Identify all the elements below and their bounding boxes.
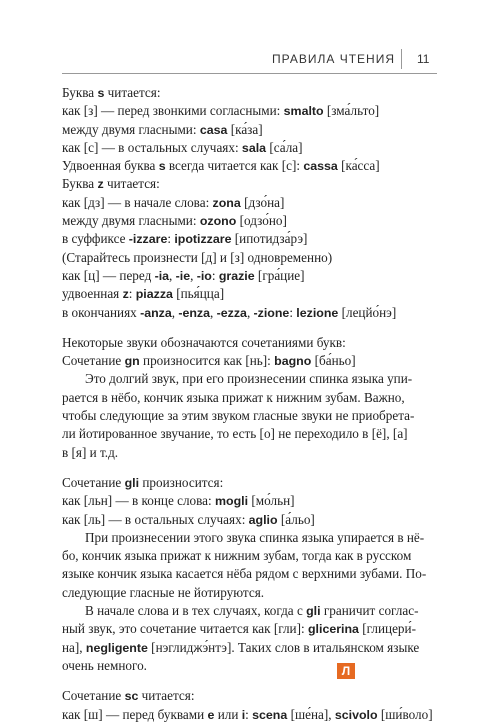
s-rule-3: как [с] — в остальных случаях: sala [са́ла] — [62, 139, 303, 155]
page-number: 11 — [417, 52, 430, 66]
gli-rule-1: как [льн] — в конце слова: mogli [мо́льн] — [62, 493, 295, 509]
s-rule-2: между двумя гласными: casa [ка́за] — [62, 121, 263, 137]
gli-para2-line-1: В начале слова и в тех случаях, когда с gli граничит соглас- — [85, 603, 419, 619]
gn-intro: Некоторые звуки обозначаются сочетаниями букв: — [62, 334, 346, 350]
gn-para-line-3: чтобы следующие за этим звуком гласные звуки не приобрета- — [62, 408, 415, 424]
z-intro: Буква z читается: — [62, 176, 160, 192]
header-separator — [401, 49, 402, 69]
s-intro: Буква s читается: — [62, 85, 161, 100]
z-rule-6: в окончаниях -anza, -enza, -ezza, -zione: lezione [лецйо́нэ] — [62, 304, 397, 320]
gli-para2-line-3: на], negligente [нэглиджэ́нтэ]. Таких слов в итальянском языке — [62, 639, 420, 655]
gn-para-line-2: рается в нёбо, кончик языка прижат к нижним зубам. Важно, — [62, 389, 405, 405]
header-rule — [62, 73, 437, 74]
gli-rule-2: как [ль] — в остальных случаях: aglio [а́льо] — [62, 511, 315, 527]
publisher-logo-icon: Л — [337, 663, 355, 679]
gli-para2-line-2: ный звук, это сочетание читается как [гли]: glicerina [глицери́- — [62, 621, 416, 637]
gli-para2-line-4: очень немного. — [62, 657, 147, 673]
sc-rule-1: как [ш] — перед буквами e или i: scena [ше́на], scivolo [ши́воло] — [62, 706, 433, 722]
sc-intro: Сочетание sc читается: — [62, 688, 195, 704]
gli-intro: Сочетание gli произносится: — [62, 474, 224, 490]
running-header — [0, 52, 477, 74]
z-rule-5: удвоенная z: piazza [пья́цца] — [62, 286, 225, 302]
s-rule-4: Удвоенная буква s всегда читается как [с]: cassa [ка́сса] — [62, 158, 380, 174]
page-body — [62, 84, 434, 724]
gli-para-line-1: При произнесении этого звука спинка языка упирается в нё- — [85, 529, 425, 545]
z-rule-3-note: (Старайтесь произнести [д] и [з] одновременно) — [62, 249, 333, 265]
z-rule-1: как [дз] — в начале слова: zona [дзо́на] — [62, 194, 285, 210]
gli-para-line-2: бо, кончик языка прижат к нижним зубам, тогда как в русском — [62, 548, 412, 564]
gn-para-line-5: в [я] и т.д. — [62, 444, 119, 460]
gli-para-line-4: следующие гласные не йотируются. — [62, 584, 265, 600]
z-rule-2: между двумя гласными: ozono [одзо́но] — [62, 213, 287, 229]
s-rule-1: как [з] — перед звонкими согласными: smalto [зма́льто] — [62, 103, 380, 119]
z-rule-3: в суффиксе -izzare: ipotizzare [ипотидза́рэ] — [62, 231, 308, 247]
gn-rule-1: Сочетание gn произносится как [нь]: bagno [ба́ньо] — [62, 353, 356, 369]
gn-para-line-1: Это долгий звук, при его произнесении спинка языка упи- — [85, 371, 413, 387]
gli-para-line-3: языке кончик языка касается нёба рядом с верхними зубами. По- — [62, 566, 427, 582]
chapter-title: ПРАВИЛА ЧТЕНИЯ — [272, 52, 395, 66]
z-rule-4: как [ц] — перед -ia, -ie, -io: grazie [гра́цие] — [62, 267, 305, 283]
gn-para-line-4: ли йотированное звучание, то есть [о] не переходило в [ё], [а] — [62, 426, 408, 442]
